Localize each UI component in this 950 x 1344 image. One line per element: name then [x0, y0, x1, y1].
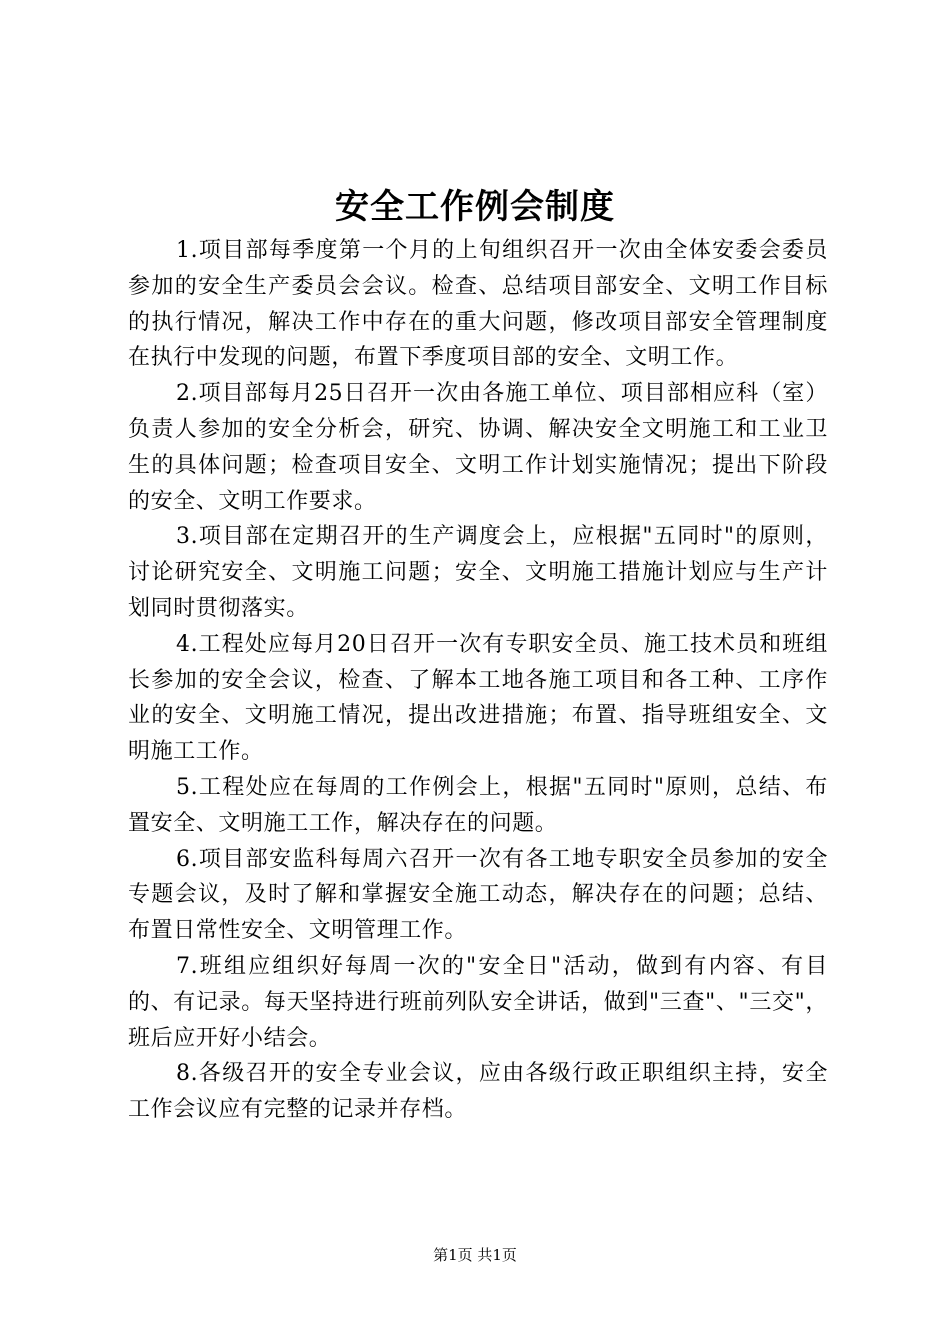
document-body [128, 233, 828, 1128]
paragraph-4: 4.工程处应每月20日召开一次有专职安全员、施工技术员和班组长参加的安全会议，检查、了解本工地各施工项目和各工种、工序作业的安全、文明施工情况，提出改进措施；布置、指导班组安全、文明施工工作。 [128, 631, 828, 765]
paragraph-6: 6.项目部安监科每周六召开一次有各工地专职安全员参加的安全专题会议，及时了解和掌握安全施工动态，解决存在的问题；总结、布置日常性安全、文明管理工作。 [128, 846, 828, 944]
paragraph-1: 1.项目部每季度第一个月的上旬组织召开一次由全体安委会委员参加的安全生产委员会会议。检查、总结项目部安全、文明工作目标的执行情况，解决工作中存在的重大问题，修改项目部安全管理制度在执行中发现的问题，布置下季度项目部的安全、文明工作。 [128, 238, 828, 371]
paragraph-8: 8.各级召开的安全专业会议，应由各级行政正职组织主持，安全工作会议应有完整的记录并存档。 [128, 1061, 828, 1123]
document-title: 安全工作例会制度 [335, 187, 615, 227]
page-footer: 第1页 共1页 [433, 1246, 517, 1264]
paragraph-5: 5.工程处应在每周的工作例会上，根据"五同时"原则，总结、布置安全、文明施工工作，解决存在的问题。 [128, 774, 828, 836]
paragraph-3: 3.项目部在定期召开的生产调度会上，应根据"五同时"的原则，讨论研究安全、文明施工问题；安全、文明施工措施计划应与生产计划同时贯彻落实。 [128, 524, 828, 621]
paragraph-7: 7.班组应组织好每周一次的"安全日"活动，做到有内容、有目的、有记录。每天坚持进行班前列队安全讲话，做到"三查"、"三交"，班后应开好小结会。 [128, 953, 828, 1051]
paragraph-2: 2.项目部每月25日召开一次由各施工单位、项目部相应科（室）负责人参加的安全分析会，研究、协调、解决安全文明施工和工业卫生的具体问题；检查项目安全、文明工作计划实施情况；提出下阶段的安全、文明工作要求。 [128, 381, 828, 514]
